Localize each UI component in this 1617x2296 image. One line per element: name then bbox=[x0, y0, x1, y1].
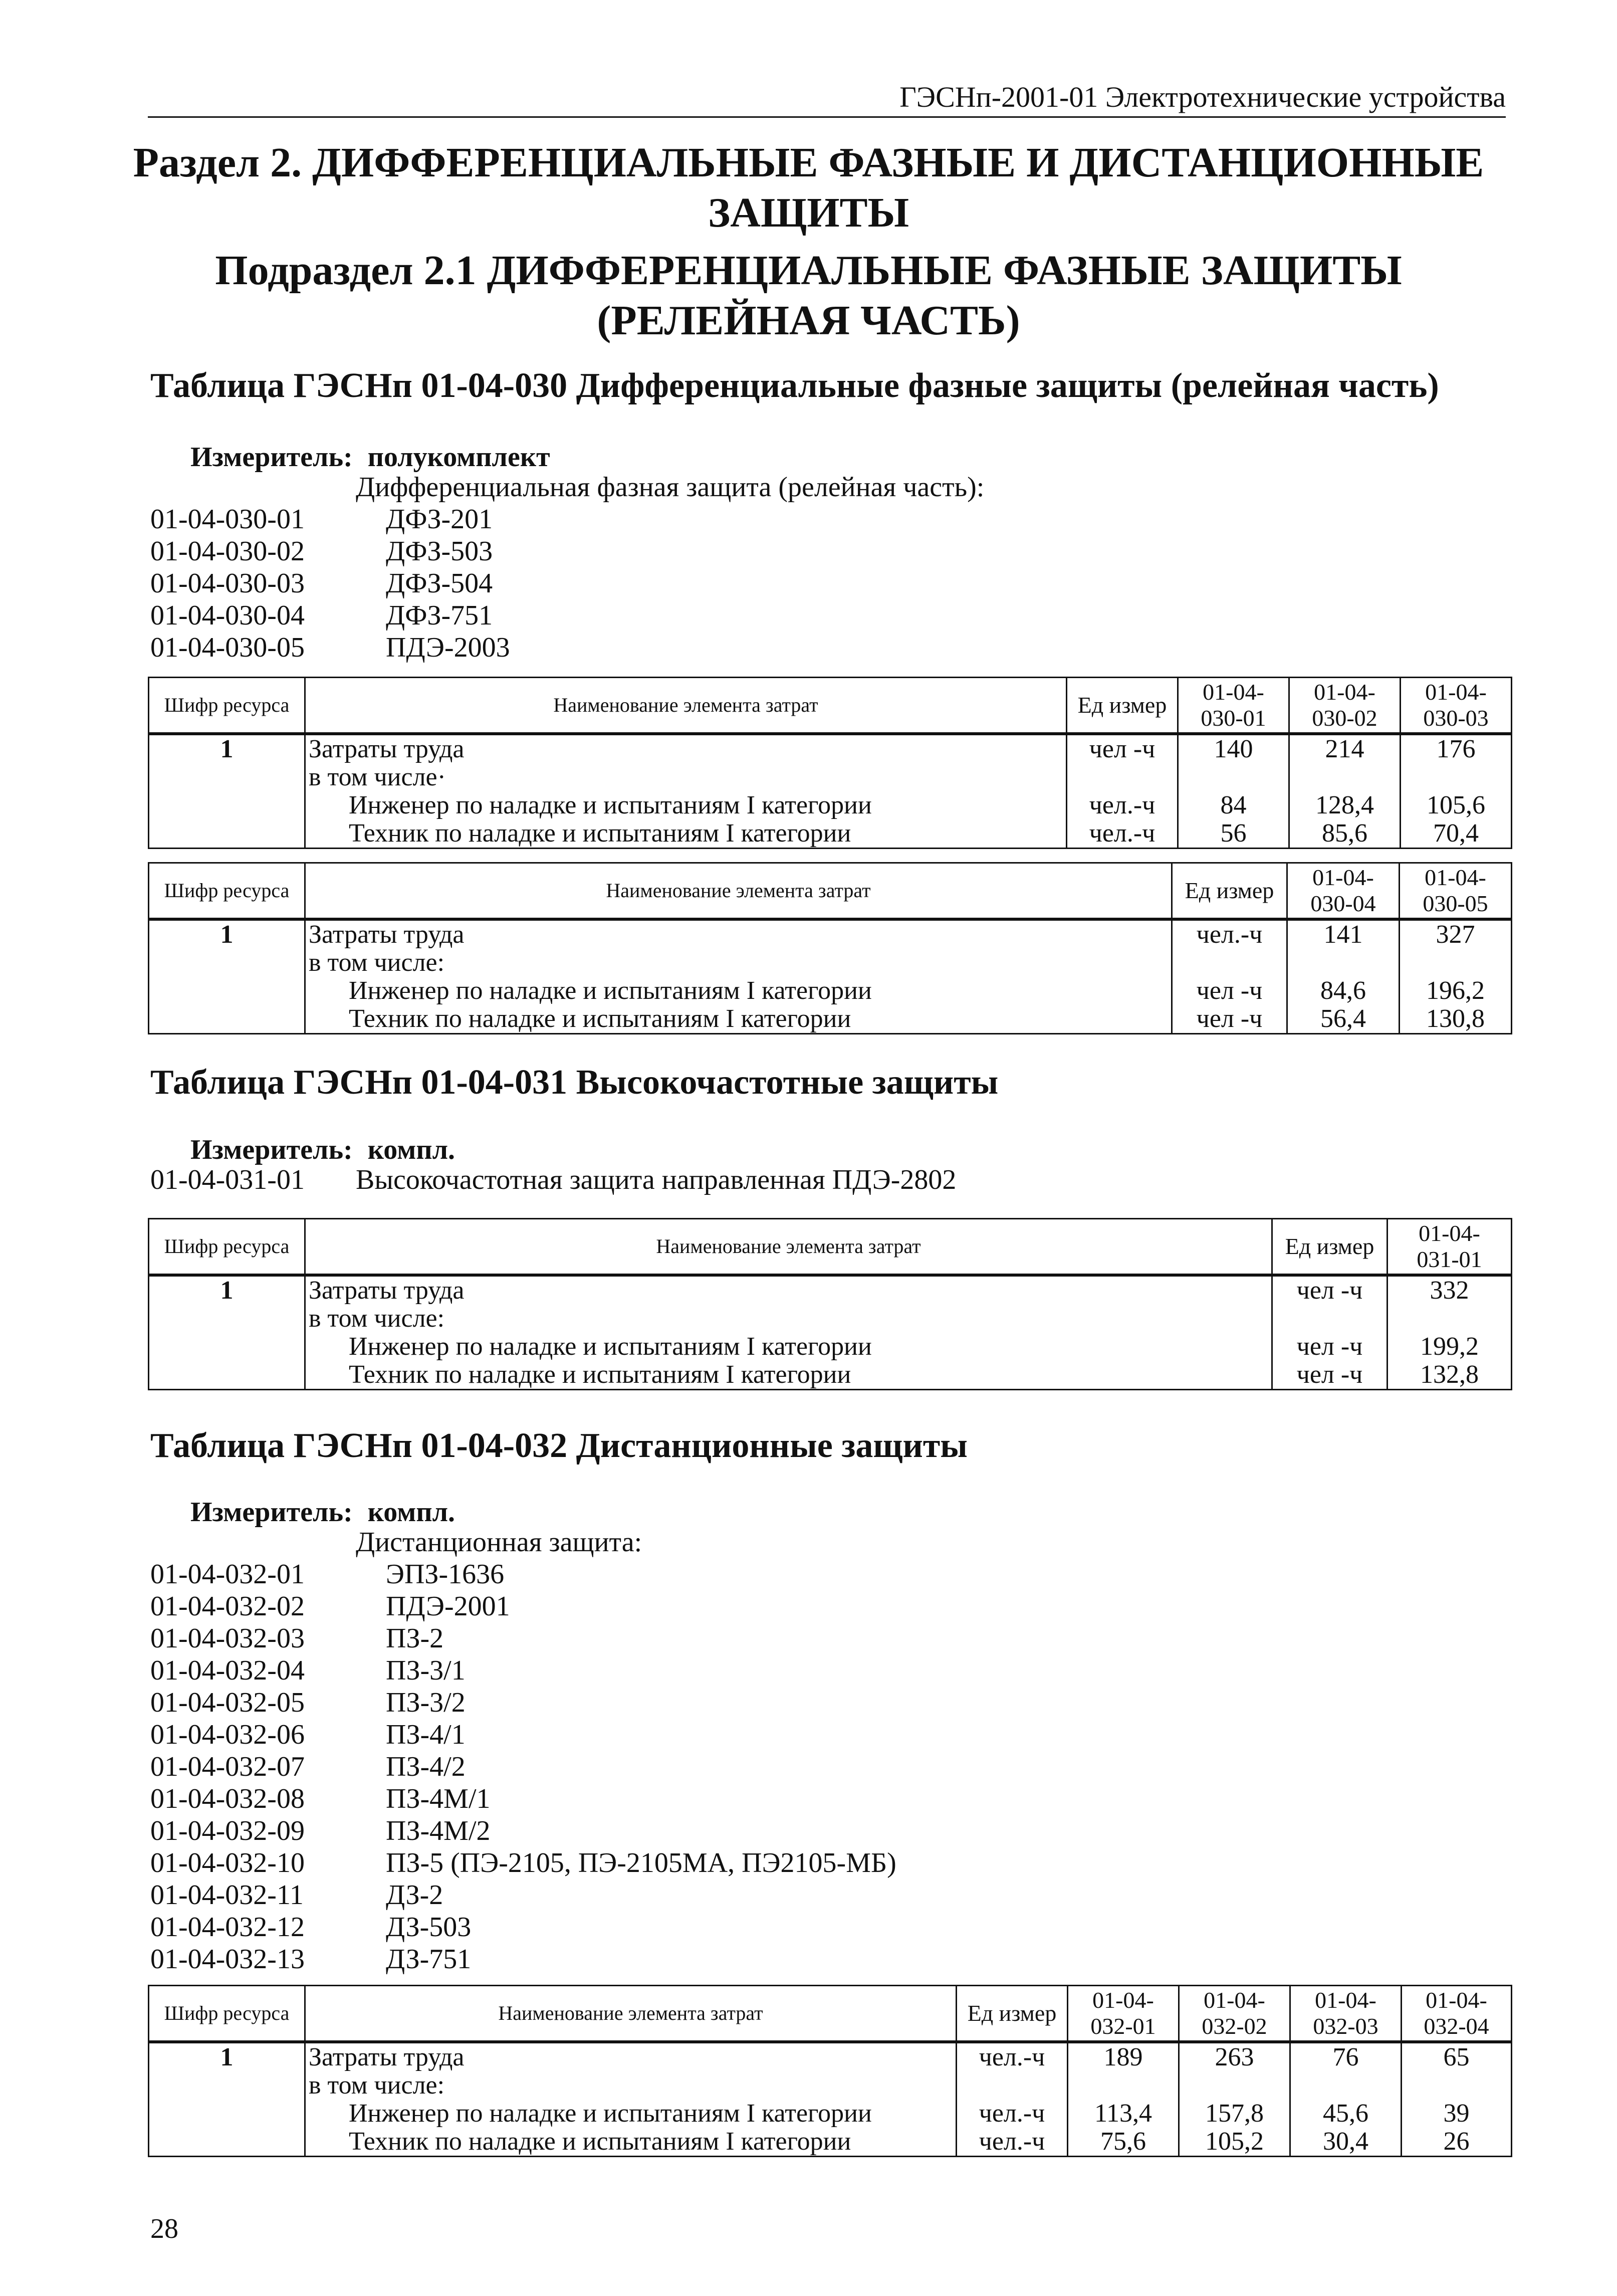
item-name: ПДЭ-2003 bbox=[386, 632, 510, 663]
item-code: 01-04-030-05 bbox=[150, 632, 305, 663]
cost-element-units bbox=[1172, 919, 1287, 1034]
norm-value bbox=[1403, 949, 1508, 977]
item-code: 01-04-032-11 bbox=[150, 1880, 304, 1911]
cost-element-unit bbox=[1070, 763, 1174, 791]
column-header-name: Наименование элемента затрат bbox=[305, 678, 1067, 734]
norm-value: 157,8 bbox=[1205, 2100, 1264, 2128]
item-name: ДФЗ-201 bbox=[386, 504, 493, 535]
meter-value: компл. bbox=[367, 1497, 455, 1528]
column-header-name: Наименование элемента затрат bbox=[305, 1219, 1272, 1276]
norm-value: 65 bbox=[1443, 2043, 1470, 2071]
section-title: Раздел 2. ДИФФЕРЕНЦИАЛЬНЫЕ ФАЗНЫЕ И ДИСТАНЦИОННЫЕ bbox=[133, 139, 1484, 186]
cost-element-name: в том числе· bbox=[309, 763, 446, 791]
norm-value: 141 bbox=[1323, 921, 1363, 949]
item-name: ПЗ-2 bbox=[386, 1623, 444, 1654]
item-name: ДФЗ-504 bbox=[386, 568, 493, 599]
meter-label: Измеритель: bbox=[190, 1134, 353, 1165]
norm-value bbox=[1182, 763, 1285, 791]
cost-element-unit: чел -ч bbox=[1296, 1333, 1363, 1361]
column-header-norm-code bbox=[1287, 863, 1400, 920]
cost-element-name: Техник по наладке и испытаниям I категории bbox=[349, 1005, 851, 1033]
norm-value: 56,4 bbox=[1320, 1005, 1366, 1033]
column-header-line: 01-04- bbox=[1426, 1987, 1487, 2013]
cost-element-unit: чел.-ч bbox=[1089, 819, 1156, 848]
item-code: 01-04-032-13 bbox=[150, 1944, 305, 1975]
item-code: 01-04-032-12 bbox=[150, 1912, 305, 1943]
resource-code: 1 bbox=[149, 919, 305, 1034]
norm-value: 199,2 bbox=[1420, 1333, 1479, 1361]
item-name: Высокочастотная защита направленная ПДЭ-2802 bbox=[356, 1164, 957, 1195]
column-header-norm-code bbox=[1178, 678, 1289, 734]
cost-element-unit: чел.-ч bbox=[979, 2043, 1045, 2071]
norm-value-cell bbox=[1402, 2042, 1512, 2157]
cost-element-units bbox=[1067, 734, 1178, 849]
column-header-line: 030-05 bbox=[1423, 891, 1488, 916]
cost-element-name: Техник по наладке и испытаниям I категории bbox=[349, 2128, 851, 2156]
column-header-line: 01-04- bbox=[1092, 1987, 1154, 2013]
norm-value bbox=[1293, 763, 1397, 791]
item-name: ПЗ-3/2 bbox=[386, 1687, 466, 1718]
norm-value bbox=[1404, 763, 1508, 791]
item-code: 01-04-032-09 bbox=[150, 1815, 305, 1846]
column-header-name: Наименование элемента затрат bbox=[305, 863, 1172, 920]
cost-element-name: Инженер по наладке и испытаниям I категории bbox=[349, 1333, 872, 1361]
item-code: 01-04-032-06 bbox=[150, 1719, 305, 1750]
cost-element-unit: чел.-ч bbox=[979, 2128, 1045, 2156]
cost-element-name: Затраты труда bbox=[309, 1277, 465, 1305]
table-031 bbox=[148, 1218, 1512, 1390]
column-header-line: 01-04- bbox=[1203, 679, 1264, 705]
cost-element-unit bbox=[1176, 949, 1283, 977]
meter-label: Измеритель: bbox=[190, 1497, 353, 1528]
item-code: 01-04-032-04 bbox=[150, 1655, 305, 1686]
table-030-heading: Таблица ГЭСНп 01-04-030 Дифференциальные фазные защиты (релейная часть) bbox=[150, 366, 1439, 405]
norm-value bbox=[1405, 2071, 1508, 2100]
subsection-title-line2: (РЕЛЕЙНАЯ ЧАСТЬ) bbox=[597, 297, 1020, 344]
cost-element-unit: чел -ч bbox=[1296, 1277, 1363, 1305]
item-code: 01-04-030-01 bbox=[150, 504, 305, 535]
norm-value: 26 bbox=[1443, 2128, 1470, 2156]
item-name: ДЗ-751 bbox=[386, 1944, 472, 1975]
cost-element-unit: чел -ч bbox=[1296, 1361, 1363, 1389]
group-label: Дистанционная защита: bbox=[356, 1527, 642, 1558]
item-code: 01-04-032-02 bbox=[150, 1591, 305, 1622]
cost-element-name: в том числе: bbox=[309, 1305, 445, 1333]
column-header-line: 01-04- bbox=[1425, 679, 1487, 705]
cost-element-unit: чел -ч bbox=[1089, 735, 1156, 763]
item-code: 01-04-032-01 bbox=[150, 1559, 305, 1590]
cost-element-name: Техник по наладке и испытаниям I категории bbox=[349, 819, 851, 848]
cost-element-name: Техник по наладке и испытаниям I категории bbox=[349, 1361, 851, 1389]
column-header-unit: Ед измер bbox=[957, 1986, 1068, 2042]
item-code: 01-04-032-08 bbox=[150, 1783, 305, 1814]
meter-value: компл. bbox=[367, 1134, 455, 1165]
cost-element-name: Инженер по наладке и испытаниям I категории bbox=[349, 977, 872, 1005]
cost-element-name: Инженер по наладке и испытаниям I категории bbox=[349, 2100, 872, 2128]
column-header-unit: Ед измер bbox=[1172, 863, 1287, 920]
norm-value bbox=[1071, 2071, 1175, 2100]
norm-value-cell bbox=[1068, 2042, 1179, 2157]
column-header-code: Шифр ресурса bbox=[149, 1986, 305, 2042]
column-header-line: 030-03 bbox=[1423, 705, 1489, 731]
table-031-heading: Таблица ГЭСНп 01-04-031 Высокочастотные защиты bbox=[150, 1063, 999, 1102]
column-header-norm-code bbox=[1388, 1219, 1512, 1276]
item-code: 01-04-030-04 bbox=[150, 600, 305, 631]
item-code: 01-04-032-07 bbox=[150, 1751, 305, 1782]
norm-value: 39 bbox=[1443, 2100, 1470, 2128]
column-header-line: 032-01 bbox=[1090, 2013, 1156, 2039]
table-032-meter bbox=[190, 1496, 455, 1528]
norm-value: 196,2 bbox=[1426, 977, 1485, 1005]
norm-value: 84 bbox=[1220, 791, 1247, 819]
cost-element-unit bbox=[960, 2071, 1064, 2100]
item-name: ЭПЗ-1636 bbox=[386, 1559, 505, 1590]
norm-value: 85,6 bbox=[1322, 819, 1367, 848]
cost-element-names bbox=[305, 919, 1172, 1034]
column-header-unit: Ед измер bbox=[1272, 1219, 1388, 1276]
resource-code: 1 bbox=[149, 2042, 305, 2157]
cost-element-unit: чел -ч bbox=[1196, 977, 1263, 1005]
item-name: ПДЭ-2001 bbox=[386, 1591, 510, 1622]
norm-value bbox=[1291, 949, 1396, 977]
subsection-title: Подраздел 2.1 ДИФФЕРЕНЦИАЛЬНЫЕ ФАЗНЫЕ ЗАЩИТЫ bbox=[215, 247, 1402, 294]
item-code: 01-04-032-03 bbox=[150, 1623, 305, 1654]
norm-value: 132,8 bbox=[1420, 1361, 1479, 1389]
norm-value: 76 bbox=[1332, 2043, 1359, 2071]
item-name: ДФЗ-503 bbox=[386, 536, 493, 567]
item-name: ПЗ-3/1 bbox=[386, 1655, 466, 1686]
norm-value: 214 bbox=[1325, 735, 1364, 763]
resource-code: 1 bbox=[149, 1275, 305, 1390]
item-code: 01-04-032-05 bbox=[150, 1687, 305, 1718]
norm-value bbox=[1391, 1305, 1508, 1333]
norm-value-cell bbox=[1287, 919, 1400, 1034]
column-header-norm-code bbox=[1290, 1986, 1402, 2042]
table-row bbox=[149, 1275, 1512, 1390]
norm-value: 30,4 bbox=[1323, 2128, 1368, 2156]
column-header-line: 01-04- bbox=[1425, 865, 1486, 890]
norm-value: 105,2 bbox=[1205, 2128, 1264, 2156]
column-header-line: 01-04- bbox=[1312, 865, 1374, 890]
column-header-line: 030-02 bbox=[1312, 705, 1377, 731]
column-header-line: 01-04- bbox=[1419, 1220, 1480, 1246]
norm-value-cell bbox=[1401, 734, 1512, 849]
header-rule bbox=[148, 116, 1506, 118]
item-name: ПЗ-4/2 bbox=[386, 1751, 466, 1782]
item-code: 01-04-030-02 bbox=[150, 536, 305, 567]
cost-element-name: Затраты труда bbox=[309, 2043, 465, 2071]
column-header-line: 030-04 bbox=[1310, 891, 1376, 916]
column-header-norm-code bbox=[1401, 678, 1512, 734]
table-031-meter bbox=[190, 1134, 455, 1166]
column-header-norm-code bbox=[1400, 863, 1512, 920]
column-header-line: 01-04- bbox=[1314, 679, 1375, 705]
norm-value: 189 bbox=[1103, 2043, 1143, 2071]
column-header-code: Шифр ресурса bbox=[149, 863, 305, 920]
cost-element-names bbox=[305, 2042, 957, 2157]
norm-value: 327 bbox=[1436, 921, 1475, 949]
norm-value: 105,6 bbox=[1427, 791, 1485, 819]
item-code: 01-04-030-03 bbox=[150, 568, 305, 599]
table-030-part-b bbox=[148, 862, 1512, 1034]
column-header-norm-code bbox=[1179, 1986, 1290, 2042]
column-header-line: 031-01 bbox=[1417, 1246, 1482, 1272]
column-header-line: 032-02 bbox=[1202, 2013, 1267, 2039]
norm-value-cell bbox=[1400, 919, 1512, 1034]
cost-element-unit: чел.-ч bbox=[1089, 791, 1156, 819]
item-code: 01-04-032-10 bbox=[150, 1847, 305, 1878]
cost-element-name: Инженер по наладке и испытаниям I категории bbox=[349, 791, 872, 819]
norm-value-cell bbox=[1388, 1275, 1512, 1390]
cost-element-unit: чел.-ч bbox=[1196, 921, 1263, 949]
cost-element-unit: чел.-ч bbox=[979, 2100, 1045, 2128]
resource-code: 1 bbox=[149, 734, 305, 849]
norm-value-cell bbox=[1290, 2042, 1402, 2157]
norm-value: 70,4 bbox=[1433, 819, 1479, 848]
item-name: ПЗ-4М/1 bbox=[386, 1783, 491, 1814]
cost-element-name: Затраты труда bbox=[309, 735, 465, 763]
norm-value: 176 bbox=[1436, 735, 1476, 763]
norm-value: 45,6 bbox=[1323, 2100, 1368, 2128]
cost-element-name: в том числе: bbox=[309, 2071, 445, 2100]
section-title-line2: ЗАЩИТЫ bbox=[708, 189, 909, 236]
cost-element-unit: чел -ч bbox=[1196, 1005, 1263, 1033]
table-030-part-a bbox=[148, 677, 1512, 849]
column-header-line: 01-04- bbox=[1204, 1987, 1265, 2013]
column-header-line: 032-03 bbox=[1313, 2013, 1378, 2039]
norm-value: 140 bbox=[1214, 735, 1253, 763]
norm-value: 84,6 bbox=[1320, 977, 1366, 1005]
item-name: ПЗ-5 (ПЭ-2105, ПЭ-2105МА, ПЭ2105-МБ) bbox=[386, 1847, 896, 1878]
item-code: 01-04-031-01 bbox=[150, 1164, 305, 1195]
meter-label: Измеритель: bbox=[190, 442, 353, 473]
item-name: ПЗ-4/1 bbox=[386, 1719, 466, 1750]
column-header-code: Шифр ресурса bbox=[149, 1219, 305, 1276]
cost-element-units bbox=[1272, 1275, 1388, 1390]
cost-element-unit bbox=[1276, 1305, 1383, 1333]
column-header-unit: Ед измер bbox=[1067, 678, 1178, 734]
table-032 bbox=[148, 1985, 1512, 2157]
item-name: ДЗ-2 bbox=[386, 1880, 443, 1911]
norm-value: 75,6 bbox=[1100, 2128, 1146, 2156]
column-header-norm-code bbox=[1402, 1986, 1512, 2042]
item-name: ДЗ-503 bbox=[386, 1912, 472, 1943]
meter-value: полукомплект bbox=[367, 442, 550, 473]
running-header: ГЭСНп-2001-01 Электротехнические устройства bbox=[899, 81, 1506, 113]
table-030-meter bbox=[190, 441, 550, 473]
group-label: Дифференциальная фазная защита (релейная часть): bbox=[356, 472, 985, 503]
norm-value bbox=[1294, 2071, 1398, 2100]
table-row bbox=[149, 2042, 1512, 2157]
norm-value: 113,4 bbox=[1094, 2100, 1152, 2128]
column-header-line: 032-04 bbox=[1424, 2013, 1489, 2039]
item-name: ПЗ-4М/2 bbox=[386, 1815, 491, 1846]
item-name: ДФЗ-751 bbox=[386, 600, 493, 631]
cost-element-names bbox=[305, 734, 1067, 849]
column-header-name: Наименование элемента затрат bbox=[305, 1986, 957, 2042]
column-header-norm-code bbox=[1289, 678, 1401, 734]
cost-element-name: в том числе: bbox=[309, 949, 445, 977]
cost-element-names bbox=[305, 1275, 1272, 1390]
norm-value: 128,4 bbox=[1315, 791, 1374, 819]
norm-value-cell bbox=[1178, 734, 1289, 849]
table-032-heading: Таблица ГЭСНп 01-04-032 Дистанционные защиты bbox=[150, 1426, 968, 1465]
column-header-code: Шифр ресурса bbox=[149, 678, 305, 734]
norm-value-cell bbox=[1179, 2042, 1290, 2157]
norm-value-cell bbox=[1289, 734, 1401, 849]
norm-value bbox=[1183, 2071, 1286, 2100]
cost-element-units bbox=[957, 2042, 1068, 2157]
norm-value: 263 bbox=[1215, 2043, 1254, 2071]
cost-element-name: Затраты труда bbox=[309, 921, 465, 949]
column-header-line: 030-01 bbox=[1201, 705, 1266, 731]
column-header-norm-code bbox=[1068, 1986, 1179, 2042]
norm-value: 56 bbox=[1220, 819, 1247, 848]
norm-value: 332 bbox=[1430, 1277, 1469, 1305]
column-header-line: 01-04- bbox=[1315, 1987, 1376, 2013]
norm-value: 130,8 bbox=[1426, 1005, 1485, 1033]
table-row bbox=[149, 734, 1512, 849]
page-number: 28 bbox=[150, 2213, 178, 2244]
table-row bbox=[149, 919, 1512, 1034]
